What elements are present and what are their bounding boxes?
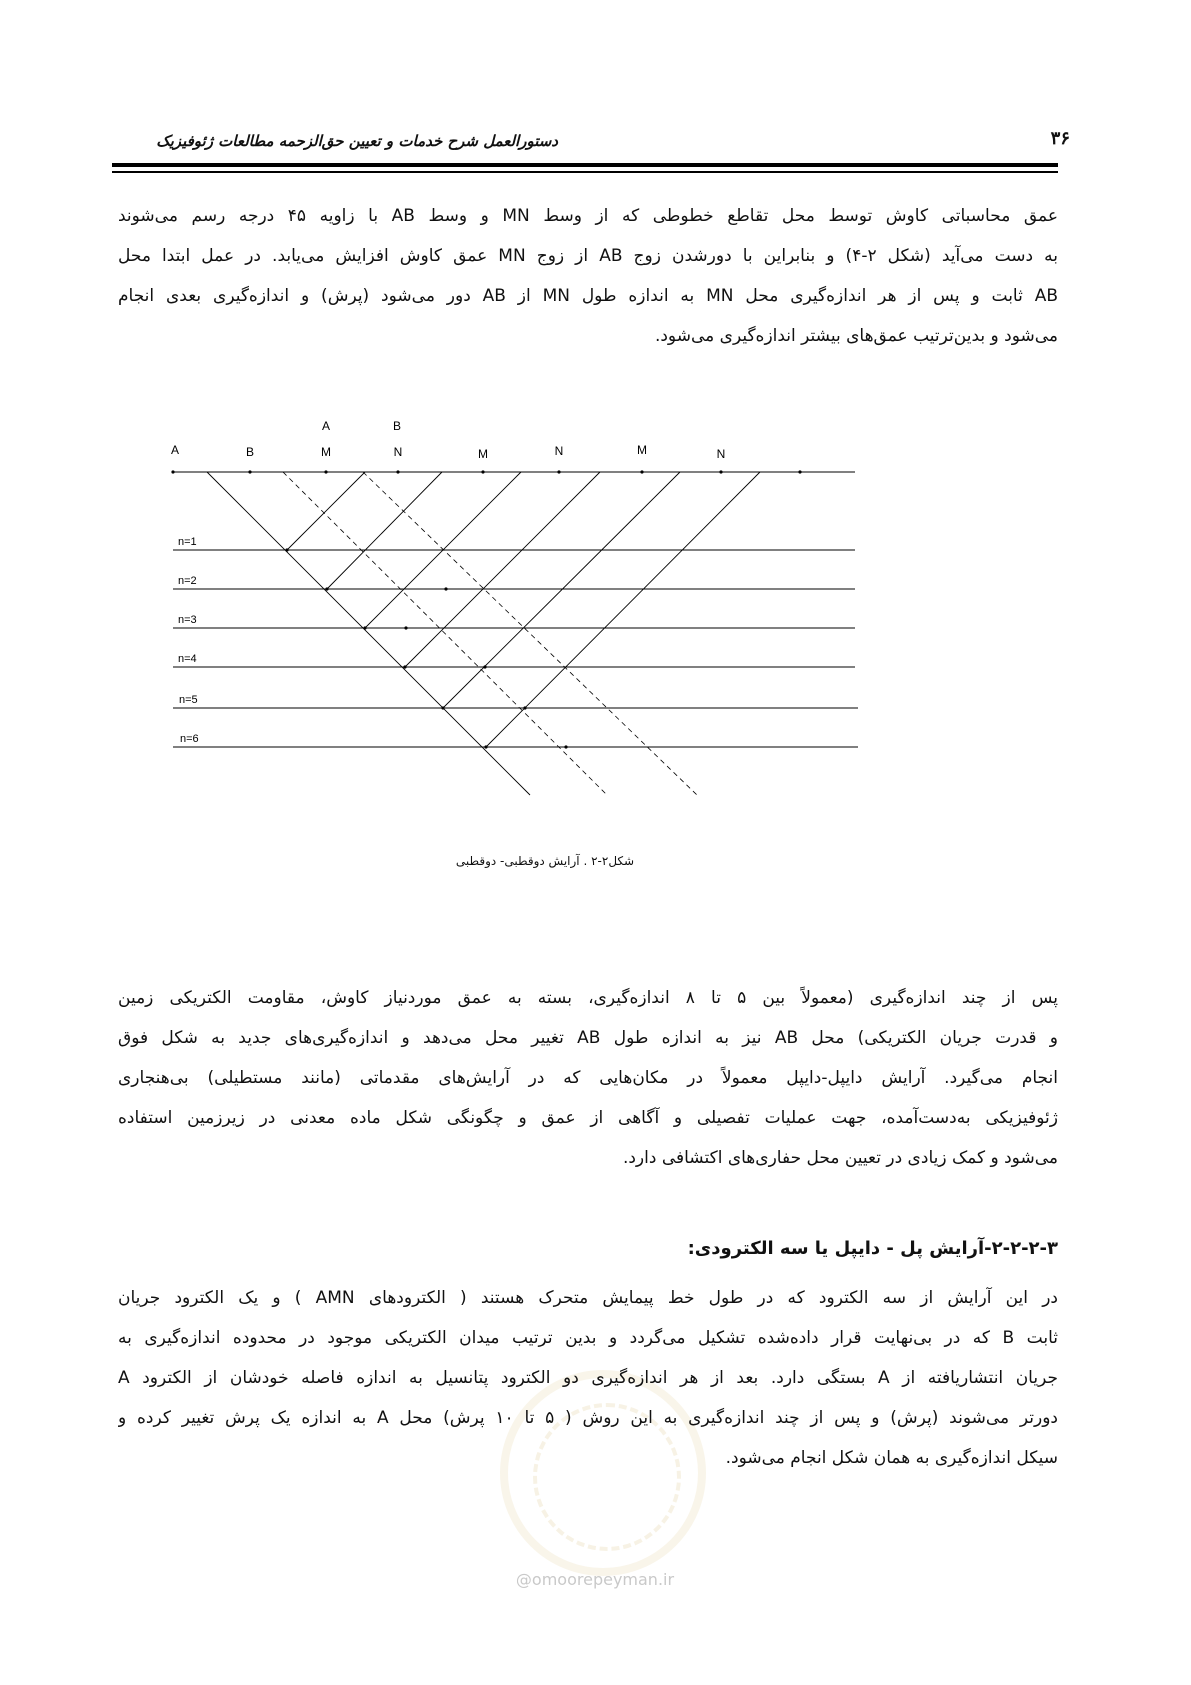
paragraph-line: در این آرایش از سه الکترود که در طول خط پیمایش متحرک هستند ( الکترودهای AMN ) و یک الکترود جریان	[118, 1288, 1058, 1308]
level-label: n=4	[178, 653, 197, 665]
electrode-label: A	[170, 443, 180, 457]
header-rule-thin	[112, 171, 1058, 173]
electrode-label: M	[478, 447, 488, 461]
paragraph-pole-dipole	[118, 1278, 1058, 1478]
electrode-label: M	[321, 445, 331, 459]
paragraph-line: جریان انتشاریافته از A بستگی دارد. بعد از هر اندازه‌گیری دو الکترود پتانسیل به اندازه فاصله خودشان از الکترود A	[118, 1368, 1058, 1388]
level-label: n=2	[178, 575, 197, 587]
paragraph-line: به دست می‌آید (شکل ۲-۴) و بنابراین با دورشدن زوج AB از زوج MN عمق کاوش افزایش می‌یابد. در عمل ابتدا محل	[118, 246, 1058, 266]
paragraph-line: می‌شود و بدین‌ترتیب عمق‌های بیشتر اندازه‌گیری می‌شود.	[654, 326, 1058, 346]
header-rule-thick	[112, 163, 1058, 167]
watermark-text: @omoorepeyman.ir	[515, 1570, 675, 1589]
paragraph-line: عمق محاسباتی کاوش توسط محل تقاطع خطوطی که از وسط MN و وسط AB با زاویه ۴۵ درجه رسم می‌شوند	[118, 206, 1058, 226]
dipole-dipole-figure	[170, 410, 940, 830]
running-header-title: دستورالعمل شرح خدمات و تعیین حق‌الزحمه مطالعات ژئوفیزیک	[156, 132, 558, 150]
electrode-label: N	[393, 445, 403, 459]
plot-points	[285, 548, 567, 748]
paragraph-line: دورتر می‌شوند (پرش) و پس از چند اندازه‌گیری به این روش ( ۵ تا ۱۰ پرش) محل A به اندازه یک پرش تغییر کرده و	[118, 1408, 1058, 1428]
level-label: n=3	[178, 614, 197, 626]
paragraph-line: پس از چند اندازه‌گیری (معمولاً بین ۵ تا ۸ اندازه‌گیری، بسته به عمق موردنیاز کاوش، مقاومت الکتریکی زمین	[118, 988, 1058, 1008]
page-number: ۳۶	[1050, 128, 1070, 149]
paragraph-dipole-dipole-usage	[118, 978, 1058, 1178]
level-label: n=5	[179, 694, 198, 706]
section-heading: ۲-۲-۲-۳-آرایش پل - دایپل یا سه الکترودی:	[687, 1238, 1058, 1259]
paragraph-line: انجام می‌گیرد. آرایش دایپل-دایپل معمولاً در مکان‌هایی که در آرایش‌های مقدماتی (مانند مستطیلی) بی‌هنجاری	[118, 1068, 1058, 1088]
paragraph-line: سیکل اندازه‌گیری به همان شکل انجام می‌شود.	[725, 1448, 1058, 1468]
paragraph-line: AB ثابت و پس از هر اندازه‌گیری محل MN به اندازه طول MN از AB دور می‌شود (پرش) و اندازه‌گیری بعدی انجام	[118, 286, 1058, 306]
electrode-label: N	[554, 444, 564, 458]
electrode-label: M	[637, 443, 647, 457]
paragraph-line: و قدرت جریان الکتریکی) محل AB نیز به اندازه طول AB تغییر محل می‌دهد و اندازه‌گیری‌های جدید به شکل فوق	[118, 1028, 1058, 1048]
top-label-b: B	[392, 419, 402, 433]
paragraph-line: می‌شود و کمک زیادی در تعیین محل حفاری‌های اکتشافی دارد.	[622, 1148, 1058, 1168]
paragraph-line: ثابت B که در بی‌نهایت قرار داده‌شده تشکیل می‌گردد و بدین ترتیب میدان الکتریکی موجود در محدوده اندازه‌گیری به	[118, 1328, 1058, 1348]
figure-caption: شکل۲-۲ . آرایش دوقطبی- دوقطبی	[455, 854, 635, 868]
paragraph-depth-calculation	[118, 196, 1058, 356]
top-label-a: A	[321, 419, 331, 433]
dipole-dipole-diagram	[170, 410, 940, 830]
electrode-label: B	[245, 445, 255, 459]
level-label: n=6	[180, 733, 199, 745]
paragraph-line: ژئوفیزیکی به‌دست‌آمده، جهت عملیات تفصیلی و آگاهی از عمق و چگونگی شکل ماده معدنی در زیرزمین استفاده	[118, 1108, 1058, 1128]
electrode-label: N	[716, 447, 726, 461]
level-label: n=1	[178, 536, 197, 548]
